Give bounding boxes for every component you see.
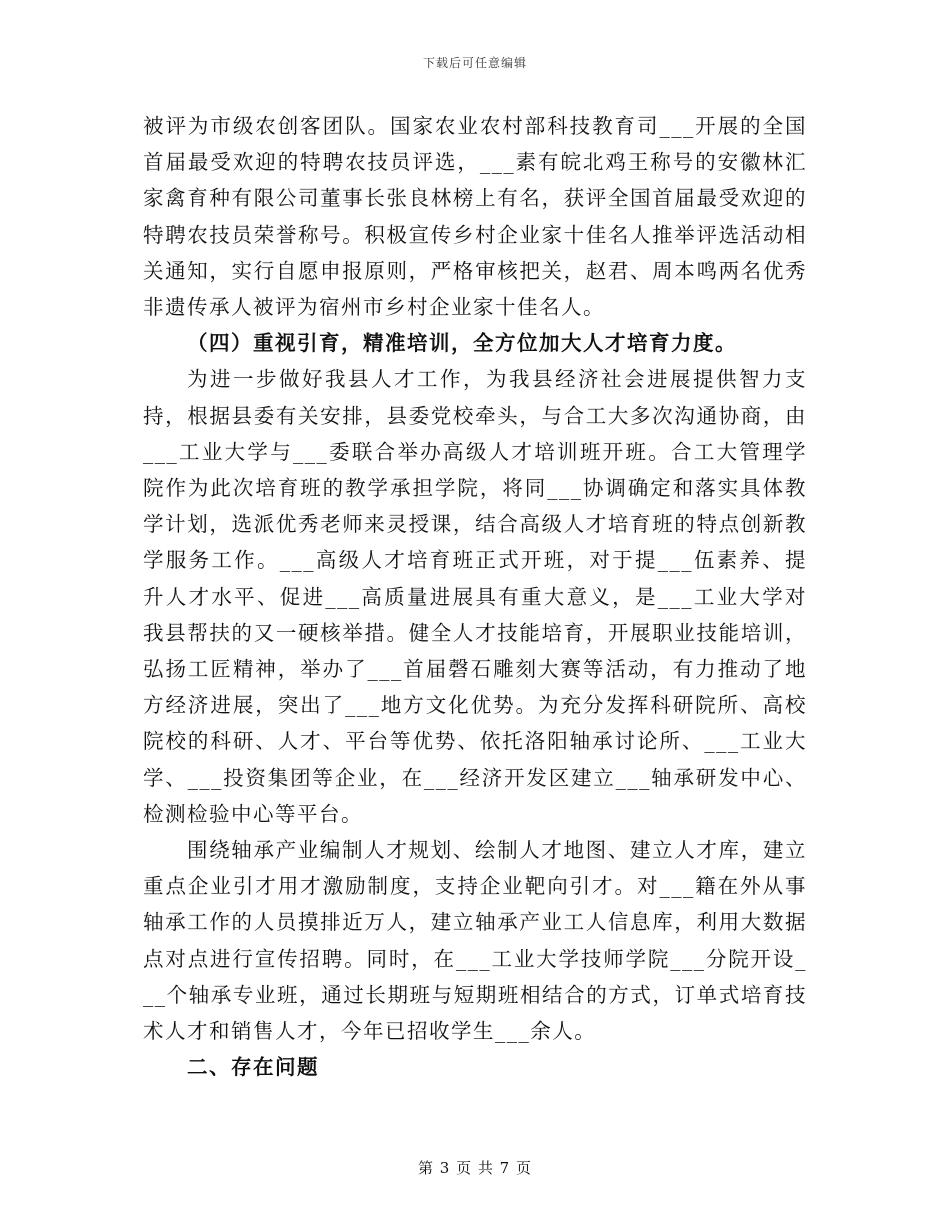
paragraph-1: 被评为市级农创客团队。国家农业农村部科技教育司___开展的全国首届最受欢迎的特聘农技员评选，___素有皖北鸡王称号的安徽林汇家禽育种有限公司董事长张良林榜上有名，获评全国首届最受欢迎的特聘农技员荣誉称号。积极宣传乡村企业家十佳名人推举评选活动相关通知，实行自愿申报原则，严格审核把关，赵君、周本鸣两名优秀非遗传承人被评为宿州市乡村企业家十佳名人。 bbox=[143, 114, 807, 320]
document-body bbox=[143, 108, 807, 1085]
paragraph-3: 围绕轴承产业编制人才规划、绘制人才地图、建立人才库，建立重点企业引才用才激励制度，支持企业靶向引才。对___籍在外从事轴承工作的人员摸排近万人，建立轴承产业工人信息库，利用大数据点对点进行宣传招聘。同时，在___工业大学技师学院___分院开设___个轴承专业班，通过长期班与短期班相结合的方式，订单式培育技术人才和销售人才，今年已招收学生___余人。 bbox=[143, 838, 807, 1044]
page-number-footer: 第 3 页 共 7 页 bbox=[418, 1159, 532, 1177]
section-heading-4: （四）重视引育，精准培训，全方位加大人才培育力度。 bbox=[187, 331, 737, 356]
section-heading-2: 二、存在问题 bbox=[187, 1055, 319, 1080]
paragraph-2: 为进一步做好我县人才工作，为我县经济社会进展提供智力支持，根据县委有关安排，县委党校牵头，与合工大多次沟通协商，由___工业大学与___委联合举办高级人才培训班开班。合工大管理学院作为此次培育班的教学承担学院，将同___协调确定和落实具体教学计划，选派优秀老师来灵授课，结合高级人才培育班的特点创新教学服务工作。___高级人才培育班正式开班，对于提___伍素养、提升人才水平、促进___高质量进展具有重大意义，是___工业大学对我县帮扶的又一硬核举措。健全人才技能培育，开展职业技能培训，弘扬工匠精神，举办了___首届磬石雕刻大赛等活动，有力推动了地方经济进展，突出了___地方文化优势。为充分发挥科研院所、高校院校的科研、人才、平台等优势、依托洛阳轴承讨论所、___工业大学、___投资集团等企业，在___经济开发区建立___轴承研发中心、检测检验中心等平台。 bbox=[143, 367, 807, 826]
page-header: 下载后可任意编辑 bbox=[422, 56, 527, 70]
